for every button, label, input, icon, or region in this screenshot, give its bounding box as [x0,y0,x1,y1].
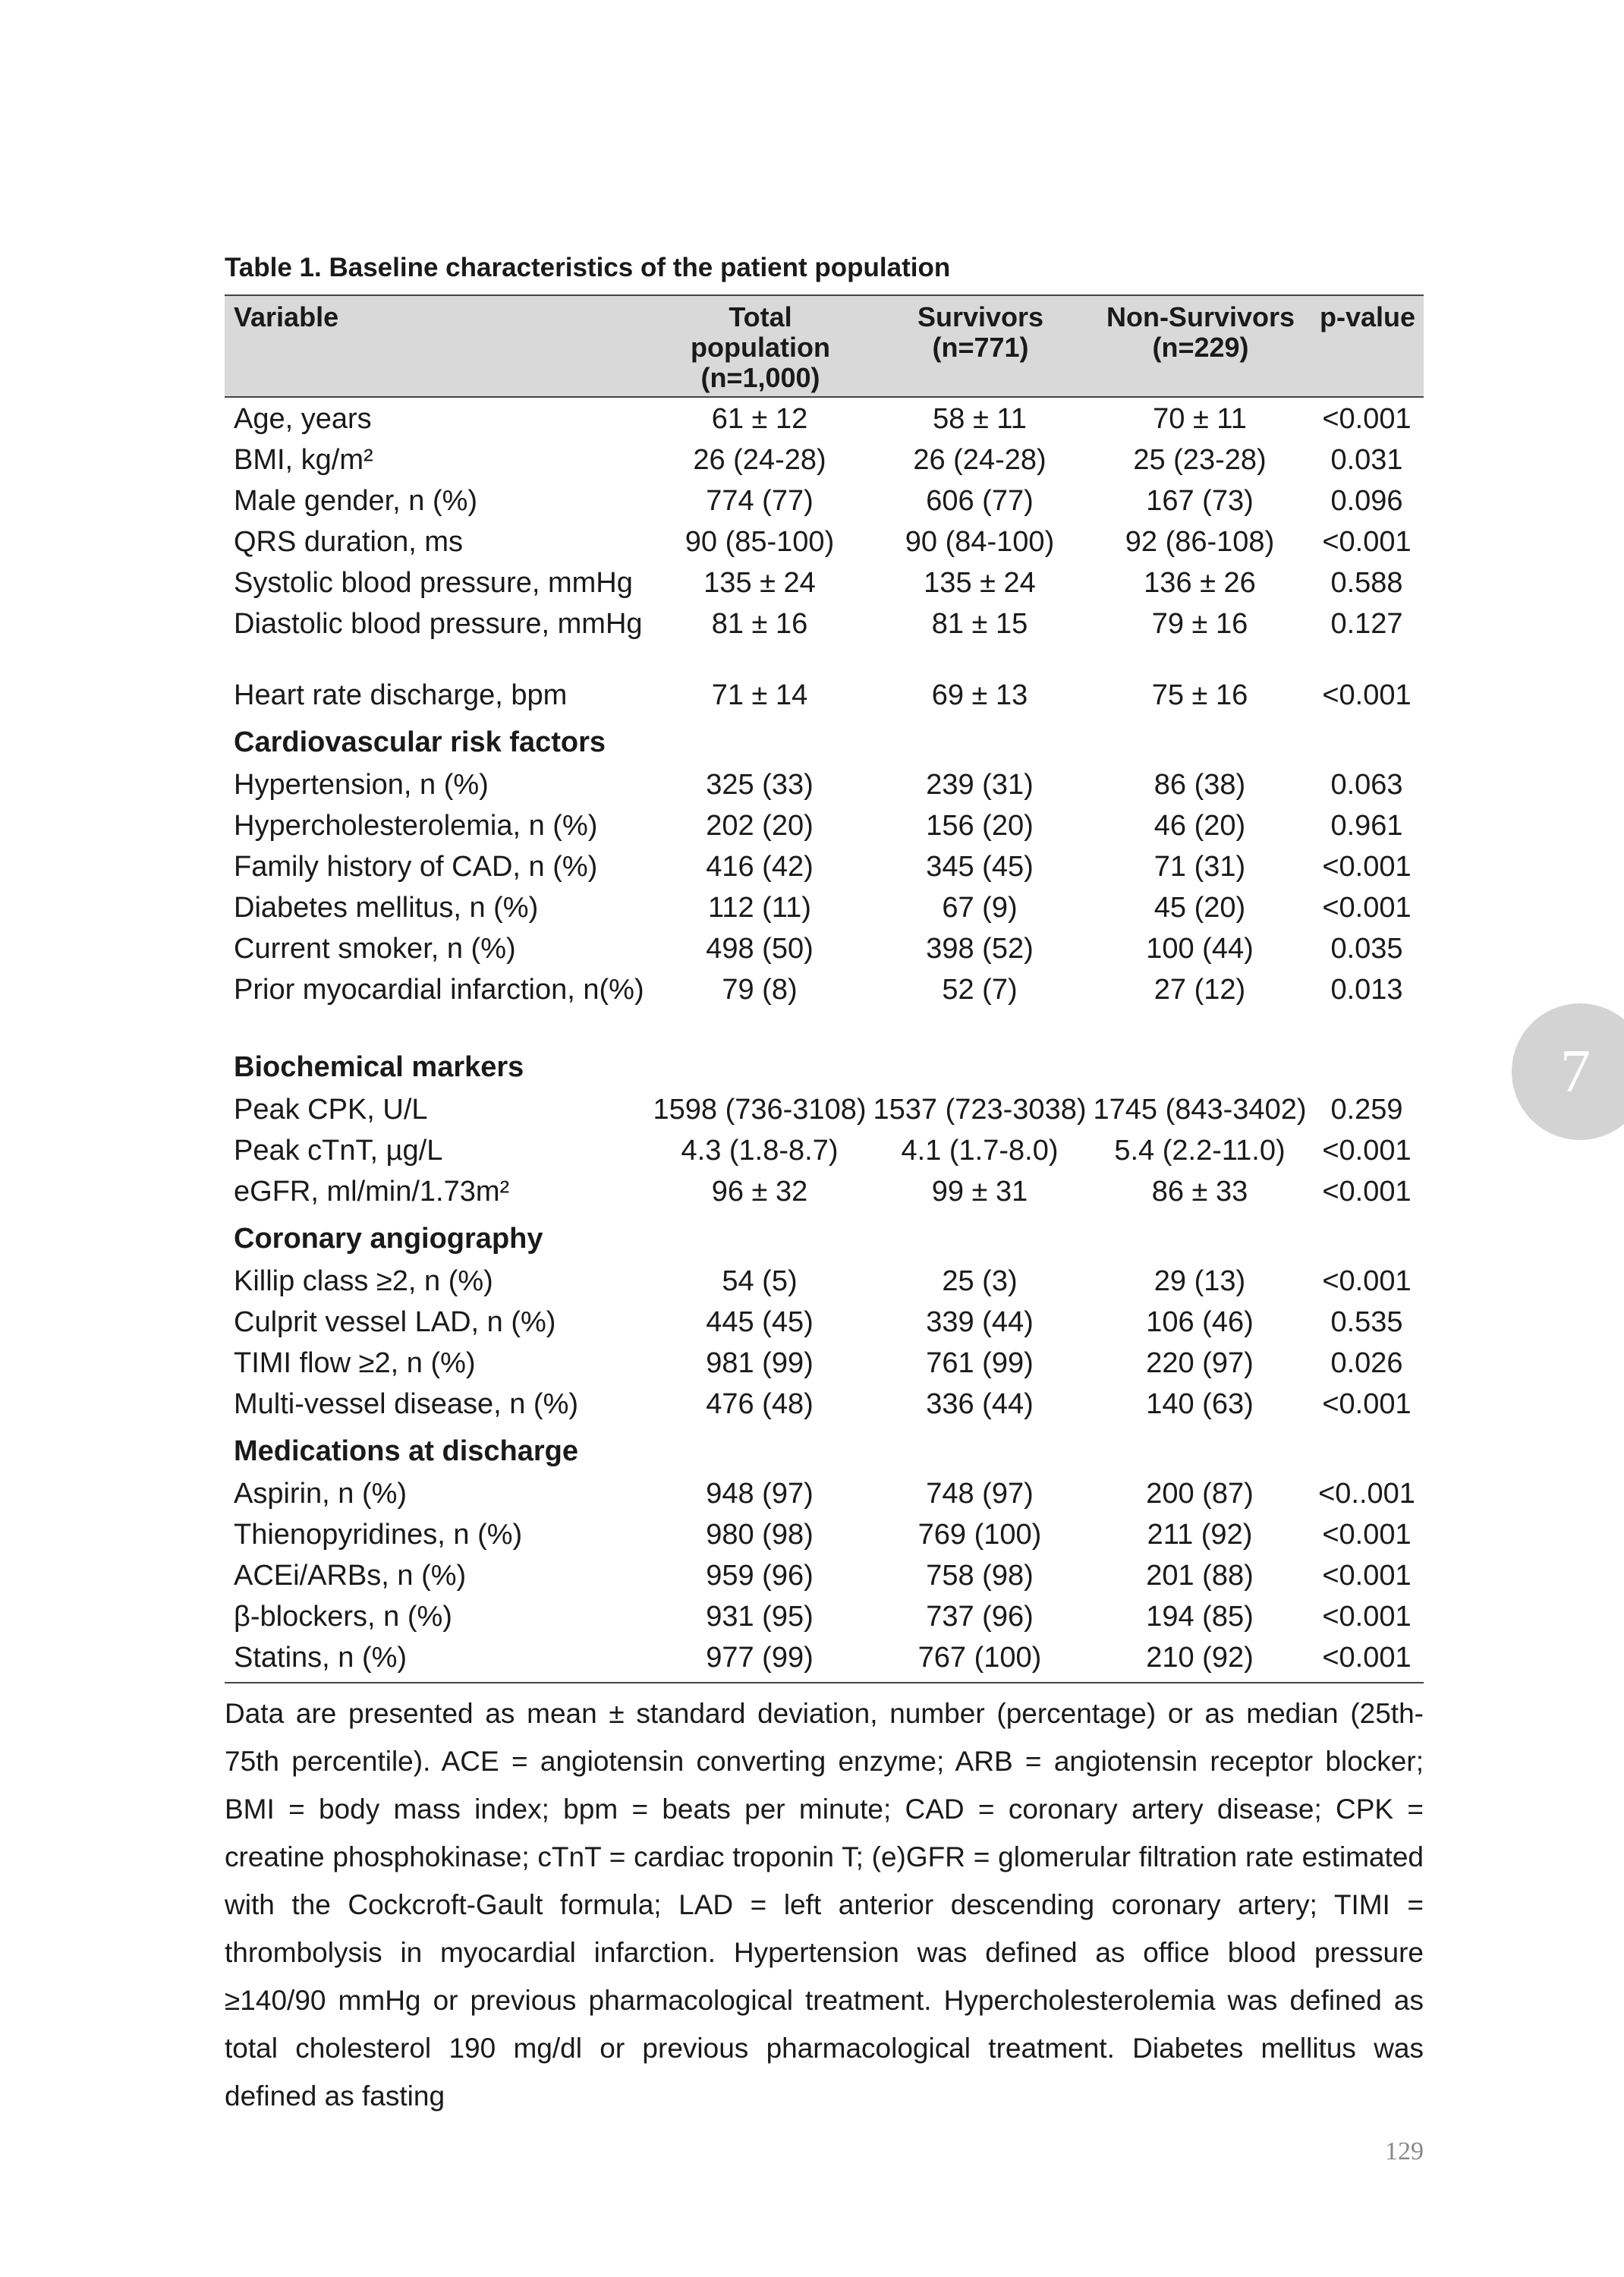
row-label: Family history of CAD, n (%) [234,851,598,883]
cell-total: 980 (98) [706,1519,814,1551]
header-total [650,295,870,397]
cell-non-survivors: 136 ± 26 [1144,567,1256,599]
cell-total: 1598 (736-3108) [653,1094,867,1126]
cell-survivors: 1537 (723-3038) [873,1094,1087,1126]
cell-non-survivors: 140 (63) [1146,1388,1254,1420]
cell-p-value: 0.013 [1330,974,1403,1006]
cell-non-survivors: 100 (44) [1146,933,1254,965]
cell-p-value: <0.001 [1310,1641,1424,1683]
table-row [225,679,1424,720]
header-total-line3: (n=1,000) [700,362,820,393]
section-title: Coronary angiography [234,1223,543,1255]
row-label: Diastolic blood pressure, mmHg [234,608,643,640]
cell-survivors: 761 (99) [926,1347,1034,1379]
cell-survivors: 67 (9) [942,892,1018,924]
table-row [225,1093,1424,1134]
cell-total: 135 ± 24 [703,567,816,599]
cell-non-survivors: 210 (92) [1090,1641,1310,1683]
cell-p-value: 0.127 [1330,608,1403,640]
section-title: Cardiovascular risk factors [234,726,606,758]
cell-survivors: 398 (52) [926,933,1034,965]
table-row [225,566,1424,607]
cell-p-value: 0.259 [1330,1094,1403,1126]
table-row [225,1305,1424,1346]
table-row [225,1387,1424,1428]
table-footnote: Data are presented as mean ± standard deviation, number (percentage) or as median (25th-75th percentile). ACE = angiotensin converting enzyme; ARB = angiotensin receptor blocker; BMI = body mass index; bpm = beats per minute; CAD = coronary artery disease; CPK = creatine phosphokinase; cTnT = cardiac troponin T; (e)GFR = glomerular filtration rate estimated with the Cockcroft-Gault formula; LAD = left anterior descending coronary artery; TIMI = thrombolysis in myocardial infarction. Hypertension was defined as office blood pressure ≥140/90 mmHg or previous pharmacological treatment. Hypercholesterolemia was defined as total cholesterol 190 mg/dl or previous pharmacological treatment. Diabetes mellitus was defined as fasting [225,1698,1424,2112]
cell-total: 931 (95) [706,1601,814,1633]
row-label: Aspirin, n (%) [234,1478,408,1510]
cell-p-value: 0.063 [1330,769,1403,801]
table-row [225,607,1424,679]
table-row [225,525,1424,566]
cell-total: 4.3 (1.8-8.7) [681,1135,839,1167]
cell-non-survivors: 79 ± 16 [1151,608,1248,640]
table-row [225,1518,1424,1559]
section-header-row [225,1044,1424,1093]
cell-total: 476 (48) [706,1388,814,1420]
cell-non-survivors: 45 (20) [1153,892,1246,924]
table-row [225,1134,1424,1175]
cell-survivors: 758 (98) [926,1560,1034,1592]
cell-total: 54 (5) [722,1265,798,1297]
cell-p-value: 0.535 [1330,1306,1403,1338]
cell-survivors: 769 (100) [917,1519,1042,1551]
row-label: Systolic blood pressure, mmHg [234,567,633,599]
cell-total: 90 (85-100) [685,526,835,558]
cell-non-survivors: 201 (88) [1146,1560,1254,1592]
section-title: Medications at discharge [234,1435,579,1467]
row-label: Multi-vessel disease, n (%) [234,1388,579,1420]
section-header-row [225,720,1424,768]
cell-non-survivors: 25 (23-28) [1133,444,1267,476]
row-label: Peak CPK, U/L [234,1094,428,1126]
cell-total: 445 (45) [706,1306,814,1338]
cell-p-value: <0.001 [1322,1601,1412,1633]
row-label: Current smoker, n (%) [234,933,516,965]
row-label: Diabetes mellitus, n (%) [234,892,539,924]
cell-p-value: 0.961 [1330,810,1403,842]
table-row [225,1600,1424,1641]
row-label: β-blockers, n (%) [234,1601,452,1633]
cell-total: 81 ± 16 [711,608,808,640]
cell-non-survivors: 92 (86-108) [1125,526,1275,558]
row-label: Hypercholesterolemia, n (%) [234,810,598,842]
table-row [225,891,1424,932]
cell-non-survivors: 106 (46) [1146,1306,1254,1338]
cell-non-survivors: 220 (97) [1146,1347,1254,1379]
cell-total: 112 (11) [708,892,811,924]
cell-total: 26 (24-28) [693,444,826,476]
section-header-row [225,1428,1424,1477]
row-label: Heart rate discharge, bpm [234,679,568,711]
cell-survivors: 81 ± 15 [931,608,1028,640]
cell-p-value: 0.035 [1330,933,1403,965]
cell-p-value: <0.001 [1322,851,1412,883]
cell-survivors: 90 (84-100) [905,526,1055,558]
cell-survivors: 58 ± 11 [933,403,1027,435]
cell-total: 71 ± 14 [711,679,808,711]
row-label: Killip class ≥2, n (%) [234,1265,493,1297]
cell-total: 774 (77) [706,485,814,517]
cell-p-value: <0.001 [1322,892,1412,924]
cell-survivors: 69 ± 13 [931,679,1028,711]
section-title: Biochemical markers [234,1051,524,1083]
cell-p-value: <0.001 [1322,1135,1412,1167]
section-header-row [225,1216,1424,1264]
cell-survivors: 339 (44) [926,1306,1034,1338]
table-row [225,768,1424,809]
table-header-row [225,295,1424,397]
cell-non-survivors: 200 (87) [1146,1478,1254,1510]
header-p-value: p-value [1310,295,1424,397]
cell-p-value: <0.001 [1322,1519,1412,1551]
cell-p-value: <0.001 [1322,1388,1412,1420]
cell-survivors: 606 (77) [926,485,1034,517]
table-row [225,1641,1424,1683]
header-non-survivors [1090,295,1310,397]
cell-non-survivors: 86 (38) [1153,769,1246,801]
cell-survivors: 4.1 (1.7-8.0) [901,1135,1059,1167]
row-label: Male gender, n (%) [234,485,478,517]
page-content [225,250,1424,2120]
row-label: BMI, kg/m² [234,444,373,476]
row-label: Age, years [234,403,372,435]
cell-survivors: 26 (24-28) [913,444,1046,476]
header-non-survivors-line1: Non-Survivors [1106,301,1295,332]
table-row [225,484,1424,525]
header-survivors-line1: Survivors [917,301,1044,332]
row-label: Peak cTnT, µg/L [234,1135,443,1167]
row-label: Hypertension, n (%) [234,769,489,801]
cell-survivors: 99 ± 31 [931,1176,1028,1208]
cell-survivors: 748 (97) [926,1478,1034,1510]
row-label: TIMI flow ≥2, n (%) [234,1347,476,1379]
table-row [225,973,1424,1044]
cell-non-survivors: 5.4 (2.2-11.0) [1114,1135,1286,1167]
table-row [225,397,1424,443]
header-total-line2: population [691,332,830,363]
cell-non-survivors: 46 (20) [1153,810,1246,842]
cell-p-value: <0.001 [1322,1265,1412,1297]
cell-total: 977 (99) [650,1641,870,1683]
cell-non-survivors: 75 ± 16 [1151,679,1248,711]
cell-survivors: 345 (45) [926,851,1034,883]
row-label: QRS duration, ms [234,526,463,558]
table-row [225,1477,1424,1518]
table-row [225,932,1424,973]
cell-survivors: 156 (20) [926,810,1034,842]
cell-non-survivors: 194 (85) [1146,1601,1254,1633]
table-row [225,443,1424,484]
row-label: ACEi/ARBs, n (%) [234,1560,467,1592]
cell-survivors: 737 (96) [926,1601,1034,1633]
cell-total: 61 ± 12 [711,403,808,435]
cell-total: 498 (50) [706,933,814,965]
cell-survivors: 25 (3) [942,1265,1018,1297]
cell-p-value: <0.001 [1322,1176,1412,1208]
table-row [225,1559,1424,1600]
header-survivors [870,295,1090,397]
cell-non-survivors: 211 (92) [1147,1519,1253,1551]
table-body [225,397,1424,1683]
baseline-characteristics-table [225,294,1424,1683]
header-non-survivors-line2: (n=229) [1152,332,1249,363]
cell-total: 416 (42) [706,851,814,883]
cell-survivors: 52 (7) [942,974,1018,1006]
cell-p-value: 0.026 [1330,1347,1403,1379]
cell-p-value: <0.001 [1322,679,1412,711]
page-number: 129 [1385,2137,1424,2165]
table-row [225,809,1424,850]
header-variable: Variable [225,295,650,397]
cell-non-survivors: 27 (12) [1153,974,1246,1006]
cell-p-value: 0.031 [1330,444,1403,476]
cell-p-value: 0.588 [1330,567,1403,599]
row-label: eGFR, ml/min/1.73m² [234,1176,510,1208]
row-label: Thienopyridines, n (%) [234,1519,523,1551]
cell-p-value: 0.096 [1330,485,1403,517]
row-label: Culprit vessel LAD, n (%) [234,1306,556,1338]
row-label: Prior myocardial infarction, n(%) [234,974,644,1006]
header-total-line1: Total [729,301,792,332]
cell-non-survivors: 29 (13) [1153,1265,1246,1297]
cell-total: 96 ± 32 [711,1176,808,1208]
cell-survivors: 239 (31) [926,769,1034,801]
cell-p-value: <0.001 [1322,1560,1412,1592]
cell-total: 202 (20) [706,810,814,842]
cell-survivors: 336 (44) [926,1388,1034,1420]
cell-survivors: 135 ± 24 [924,567,1036,599]
chapter-tab: 7 [1512,1003,1624,1140]
cell-total: 948 (97) [706,1478,814,1510]
cell-non-survivors: 71 (31) [1153,851,1246,883]
cell-survivors: 767 (100) [870,1641,1090,1683]
cell-p-value: <0..001 [1318,1478,1415,1510]
cell-p-value: <0.001 [1322,526,1412,558]
table-row [225,1346,1424,1387]
table-row [225,1264,1424,1305]
table-row [225,1175,1424,1216]
cell-total: 325 (33) [706,769,814,801]
cell-non-survivors: 86 ± 33 [1151,1176,1248,1208]
cell-total: 959 (96) [706,1560,814,1592]
header-survivors-line2: (n=771) [932,332,1029,363]
cell-non-survivors: 167 (73) [1146,485,1254,517]
cell-non-survivors: 1745 (843-3402) [1093,1094,1307,1126]
cell-total: 79 (8) [722,974,798,1006]
table-caption: Table 1. Baseline characteristics of the patient population [225,253,951,282]
cell-total: 981 (99) [706,1347,814,1379]
cell-non-survivors: 70 ± 11 [1153,403,1247,435]
row-label: Statins, n (%) [225,1641,650,1683]
table-row [225,850,1424,891]
cell-p-value: <0.001 [1322,403,1412,435]
